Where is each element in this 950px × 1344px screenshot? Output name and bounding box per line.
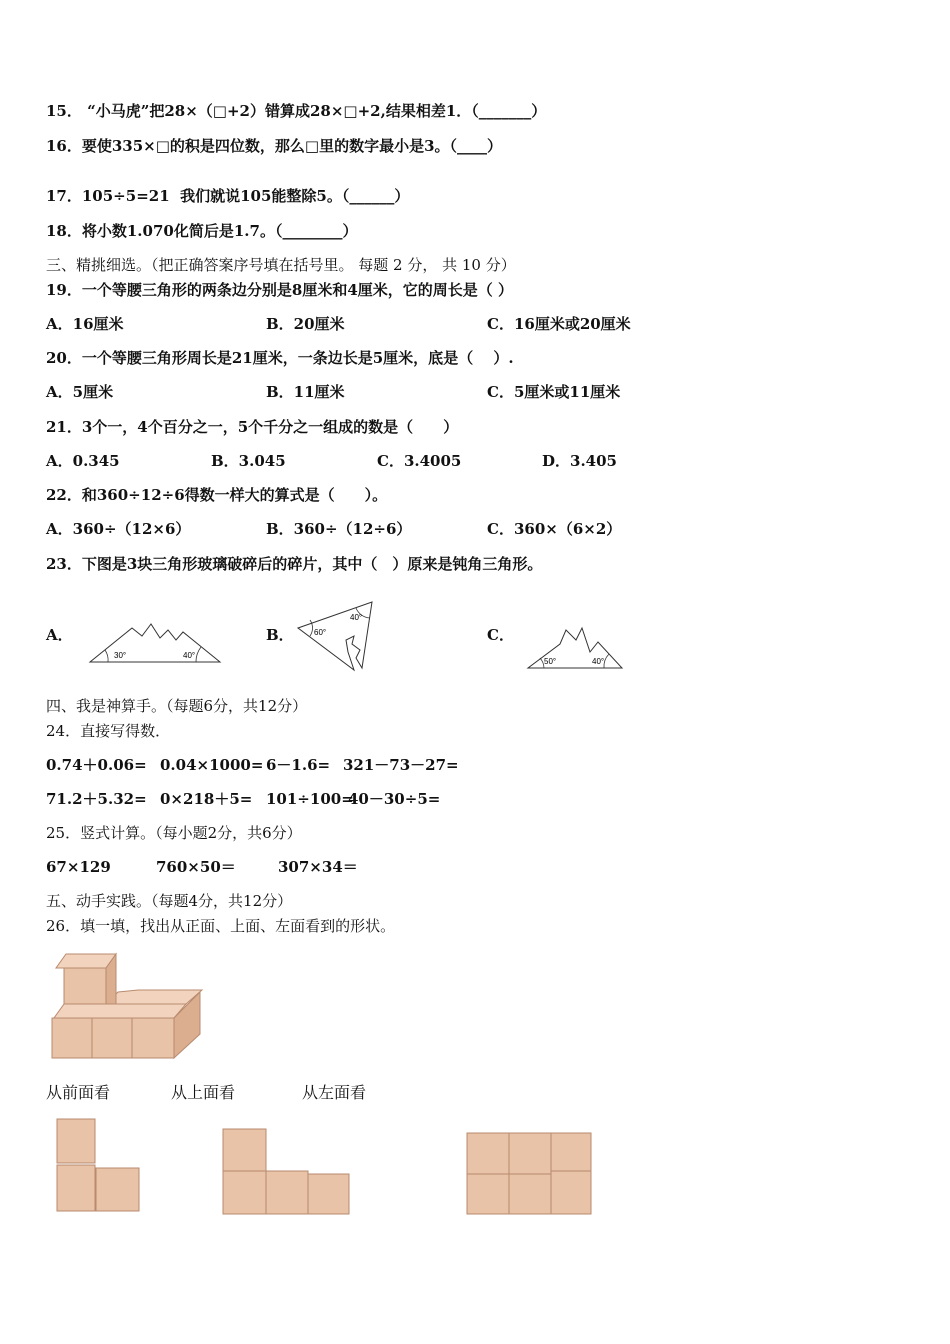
view-shape-2 <box>222 1128 352 1216</box>
question-23: 23．下图是3块三角形玻璃破碎后的碎片，其中（ ）原来是钝角三角形。 <box>46 555 543 573</box>
q22-option-c[interactable]: C．360×（6×2） <box>487 520 622 538</box>
q25-item-2: 760×50＝ <box>156 858 236 876</box>
angle-a1-label: 30° <box>114 651 127 660</box>
q21-option-a[interactable]: A．0.345 <box>46 452 120 470</box>
q24-r1-item-2: 0.04×1000= <box>160 756 264 774</box>
q20-option-c[interactable]: C．5厘米或11厘米 <box>487 383 621 401</box>
question-22: 22．和360÷12÷6得数一样大的算式是（ ）。 <box>46 486 388 504</box>
question-21: 21．3个一，4个百分之一，5个千分之一组成的数是（ ） <box>46 418 459 436</box>
question-18: 18．将小数1.070化简后是1.7。（________） <box>46 222 358 240</box>
q22-option-b[interactable]: B．360÷（12÷6） <box>266 520 412 538</box>
q19-option-b[interactable]: B．20厘米 <box>266 315 345 333</box>
q20-option-a[interactable]: A．5厘米 <box>46 383 114 401</box>
view-label-front: 从前面看 <box>46 1083 111 1102</box>
section-3-heading: 三、精挑细选。（把正确答案序号填在括号里。 每题 2 分， 共 10 分） <box>46 256 516 274</box>
view-label-left: 从左面看 <box>302 1083 367 1102</box>
triangle-fragment-b <box>296 600 376 672</box>
q24-r2-item-2: 0×218＋5= <box>160 790 253 808</box>
q25-item-1: 67×129 <box>46 858 111 876</box>
q22-option-a[interactable]: A．360÷（12×6） <box>46 520 191 538</box>
angle-c2-label: 40° <box>592 657 605 666</box>
triangle-fragment-c <box>526 624 624 670</box>
angle-b1-label: 60° <box>314 628 327 637</box>
q24-r2-item-3: 101÷100= <box>266 790 354 808</box>
question-24: 24．直接写得数． <box>46 722 171 740</box>
section-5-heading: 五、动手实践。（每题4分，共12分） <box>46 892 293 910</box>
q19-option-a[interactable]: A．16厘米 <box>46 315 124 333</box>
view-shape-1 <box>56 1118 142 1214</box>
q19-option-c[interactable]: C．16厘米或20厘米 <box>487 315 631 333</box>
question-16: 16．要使335×□的积是四位数，那么□里的数字最小是3。（____） <box>46 137 503 155</box>
section-4-heading: 四、我是神算手。（每题6分，共12分） <box>46 697 308 715</box>
q24-r2-item-4: 40－30÷5= <box>348 790 441 808</box>
q20-option-b[interactable]: B．11厘米 <box>266 383 345 401</box>
question-19: 19．一个等腰三角形的两条边分别是8厘米和4厘米，它的周长是（ ） <box>46 281 513 299</box>
q23-option-a[interactable]: A． <box>46 626 73 644</box>
q23-option-c[interactable]: C． <box>487 626 514 644</box>
cube-structure-illustration <box>50 952 204 1062</box>
question-20: 20．一个等腰三角形周长是21厘米，一条边长是5厘米，底是（ ）. <box>46 349 514 367</box>
view-shape-3 <box>466 1132 594 1216</box>
angle-b2-label: 40° <box>350 613 363 622</box>
question-15: 15． “小马虎”把28×（□+2）错算成28×□+2,结果相差1．（_______） <box>46 102 547 120</box>
q21-option-d[interactable]: D．3.405 <box>542 452 617 470</box>
question-17: 17．105÷5=21 我们就说105能整除5。（______） <box>46 187 410 205</box>
q25-item-3: 307×34＝ <box>278 858 358 876</box>
angle-a2-label: 40° <box>183 651 196 660</box>
angle-c1-label: 50° <box>544 657 557 666</box>
view-label-top: 从上面看 <box>171 1083 236 1102</box>
q24-r1-item-3: 6－1.6= <box>266 756 331 774</box>
q24-r2-item-1: 71.2＋5.32= <box>46 790 147 808</box>
question-26: 26．填一填，找出从正面、上面、左面看到的形状。 <box>46 917 396 935</box>
q23-option-b[interactable]: B． <box>266 626 294 644</box>
question-25: 25．竖式计算。（每小题2分，共6分） <box>46 824 302 842</box>
q24-r1-item-4: 321－73－27= <box>343 756 459 774</box>
q24-r1-item-1: 0.74＋0.06= <box>46 756 147 774</box>
triangle-fragment-a <box>88 622 222 666</box>
q21-option-b[interactable]: B．3.045 <box>211 452 286 470</box>
q21-option-c[interactable]: C．3.4005 <box>377 452 462 470</box>
